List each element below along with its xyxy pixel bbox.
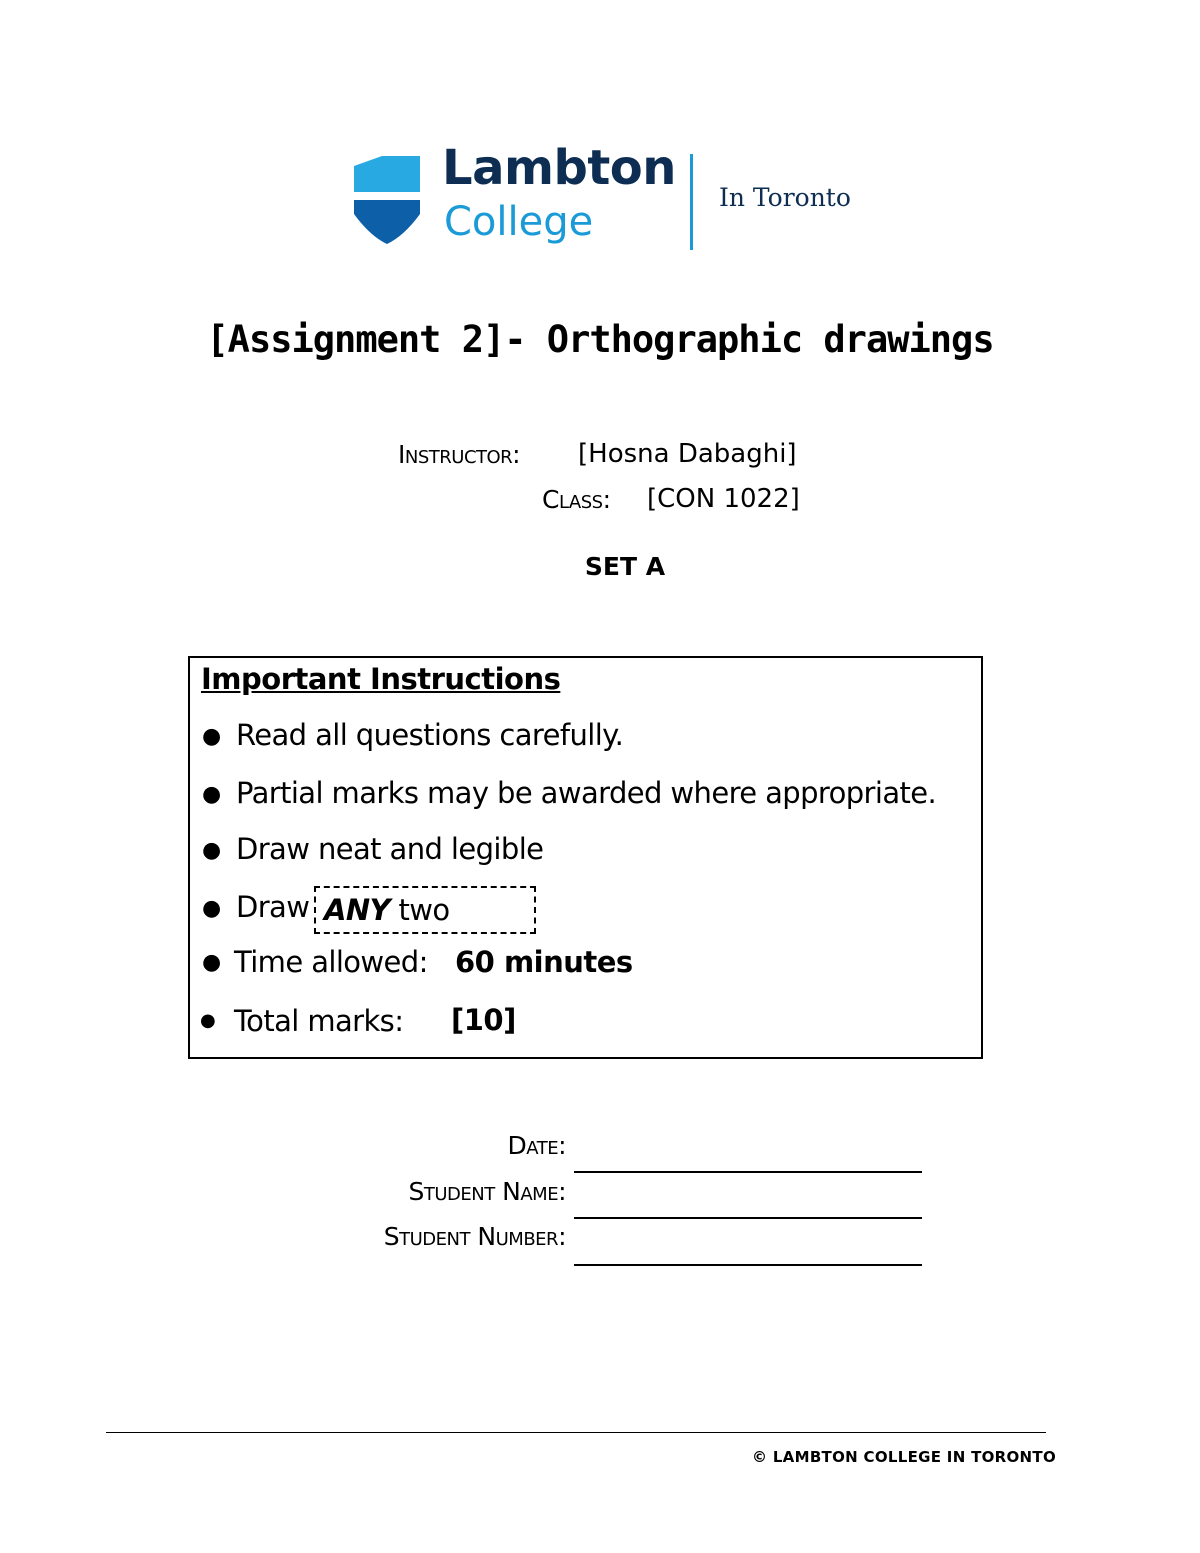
footer-divider xyxy=(106,1432,1046,1433)
instruction-item: Partial marks may be awarded where appropriate. xyxy=(236,776,937,810)
instructions-heading: Important Instructions xyxy=(201,662,561,696)
student-name-field[interactable] xyxy=(574,1217,922,1219)
bullet-icon: ● xyxy=(202,896,222,921)
logo-divider xyxy=(690,154,693,250)
bullet-icon: ● xyxy=(202,782,222,807)
bullet-icon: ● xyxy=(200,1010,216,1031)
time-allowed-value: 60 minutes xyxy=(455,945,633,979)
bullet-icon: ● xyxy=(202,724,222,749)
lambton-college-logo xyxy=(352,140,852,255)
instruction-item: Draw xyxy=(236,890,310,924)
instructions-box xyxy=(188,656,983,1059)
instruction-item: Read all questions carefully. xyxy=(236,718,624,752)
date-field[interactable] xyxy=(574,1171,922,1173)
bullet-icon: ● xyxy=(202,950,222,975)
logo-wordmark-college: College xyxy=(444,199,594,245)
logo-wordmark-lambton: Lambton xyxy=(442,140,676,196)
total-marks-value: [10] xyxy=(451,1003,516,1037)
shield-icon xyxy=(352,152,422,244)
any-two-text-box xyxy=(314,886,536,934)
logo-campus-text: In Toronto xyxy=(719,183,851,212)
class-value: [CON 1022] xyxy=(647,484,800,514)
student-number-label: Student Number: xyxy=(383,1222,566,1251)
student-number-field[interactable] xyxy=(574,1264,922,1266)
total-marks-label: Total marks: xyxy=(234,1004,404,1038)
instruction-item: Draw neat and legible xyxy=(236,832,544,866)
date-label: Date: xyxy=(507,1131,566,1160)
footer-copyright: © LAMBTON COLLEGE IN TORONTO xyxy=(752,1448,1056,1466)
any-emphasis: ANY xyxy=(324,893,390,927)
bullet-icon: ● xyxy=(202,838,222,863)
document-title: [Assignment 2]- Orthographic drawings xyxy=(206,318,994,361)
set-label: SET A xyxy=(584,552,666,581)
any-two-rest: two xyxy=(389,893,450,927)
time-allowed-label: Time allowed: xyxy=(234,945,428,979)
instructor-value: [Hosna Dabaghi] xyxy=(578,439,797,469)
class-label: Class: xyxy=(542,485,611,514)
instructor-label: Instructor: xyxy=(398,440,521,469)
student-name-label: Student Name: xyxy=(408,1177,566,1206)
